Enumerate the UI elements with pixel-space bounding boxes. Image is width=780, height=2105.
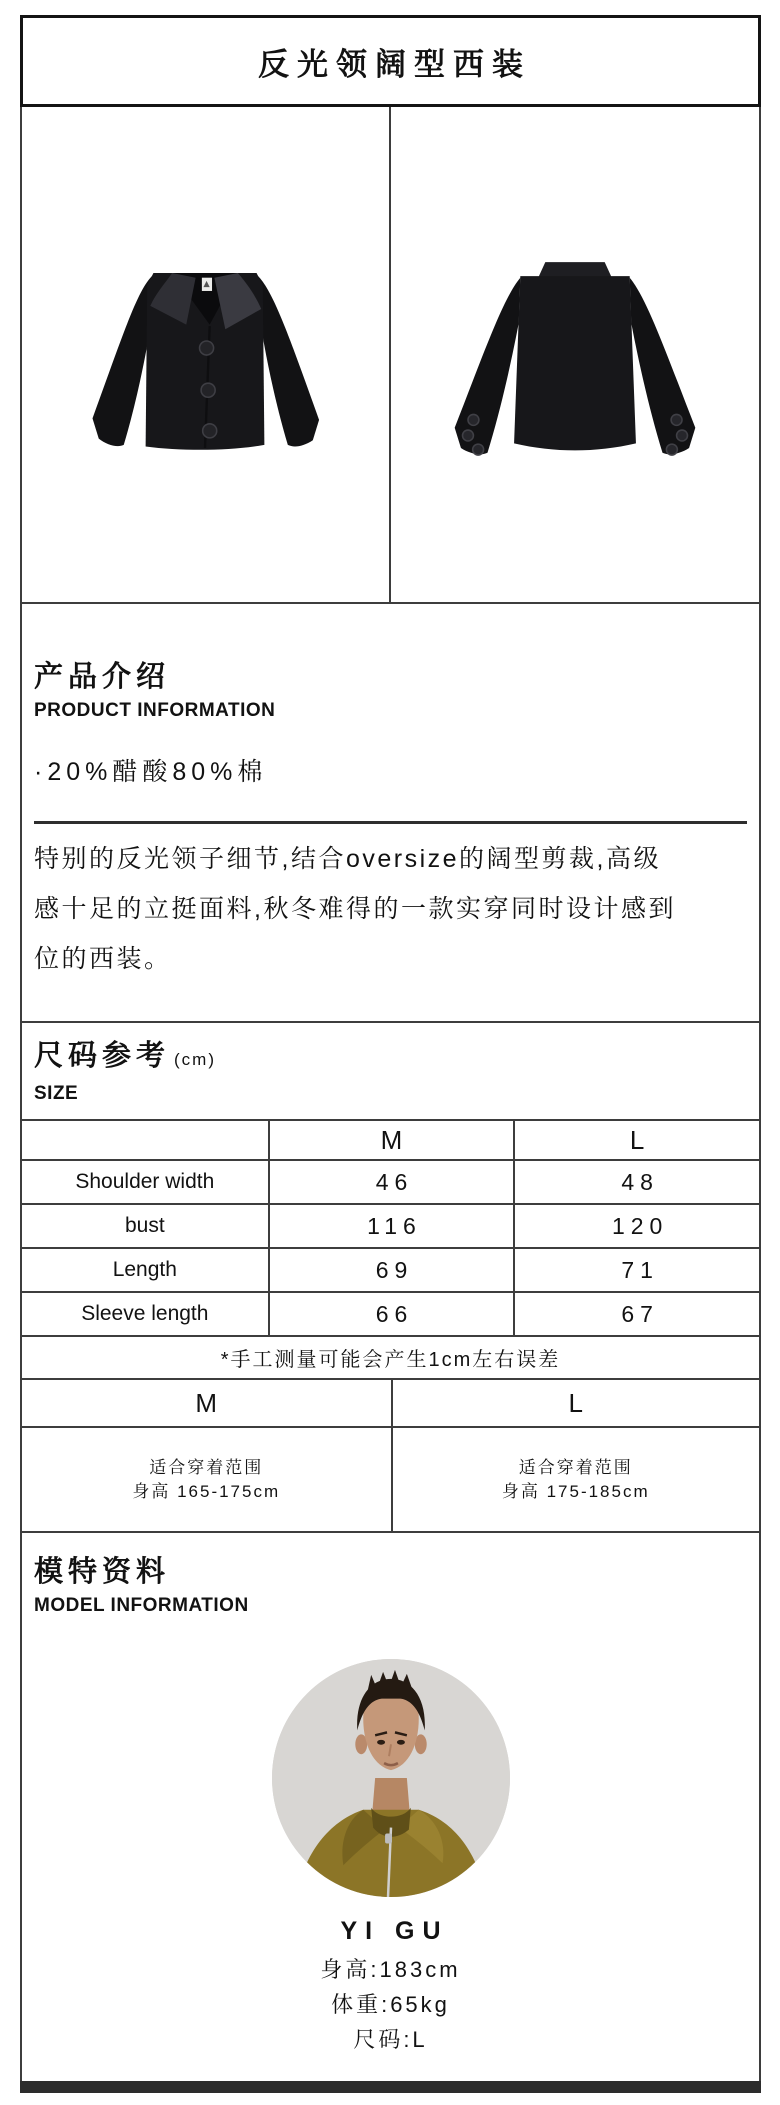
bottom-section-edge [20,2081,761,2093]
model-photo [272,1659,510,1897]
description-line: 感十足的立挺面料,秋冬难得的一款实穿同时设计感到 [34,895,676,923]
size-row-label: Shoulder width [22,1161,268,1205]
jacket-back-illustration [407,223,743,473]
size-row-label: Length [22,1249,268,1293]
page-title: 反光领阔型西装 [258,46,531,82]
model-height: 身高:183cm [320,1957,461,1982]
fit-range-m [22,1428,391,1533]
product-detail-page [20,15,761,2093]
model-info-subheading: MODEL INFORMATION [34,1595,249,1616]
description-line: 特别的反光领子细节,结合oversize的阔型剪裁,高级 [34,845,661,873]
measurement-note: *手工测量可能会产生1cm左右误差 [22,1337,759,1380]
jacket-back-image [391,107,760,602]
fit-range-height: 身高 165-175cm [132,1481,281,1501]
size-value-m: 46 [268,1161,514,1205]
size-row-label: bust [22,1205,268,1249]
model-info-heading: 模特资料 [34,1556,171,1588]
fit-range-title: 适合穿着范围 [518,1457,633,1477]
size-table [22,1119,759,1337]
description-line: 位的西装。 [34,945,172,973]
model-name: YI GU [340,1917,449,1945]
info-divider [34,821,747,824]
size-row-label: Sleeve length [22,1293,268,1337]
fit-header-l: L [391,1380,760,1428]
model-weight: 体重:65kg [331,1992,450,2017]
size-table-header-m: M [268,1121,514,1161]
size-table-header-empty [22,1121,268,1161]
jacket-front-illustration [37,223,373,473]
size-value-l: 120 [513,1205,759,1249]
model-portrait-illustration [272,1659,510,1897]
product-image-panel [20,107,761,604]
size-value-m: 66 [268,1293,514,1337]
fit-range-title: 适合穿着范围 [149,1457,264,1477]
product-info-subheading: PRODUCT INFORMATION [34,700,276,721]
model-stats [22,1952,759,2057]
product-description [34,834,747,984]
fit-header-m: M [22,1380,391,1428]
size-value-l: 48 [513,1161,759,1205]
size-value-l: 67 [513,1293,759,1337]
size-table-header-l: L [513,1121,759,1161]
fit-range-l [391,1428,760,1533]
model-size: 尺码:L [353,2027,428,2052]
model-info-section [20,1533,761,2081]
product-info-heading: 产品介绍 [34,661,171,693]
fit-range-height: 身高 175-185cm [501,1481,650,1501]
jacket-front-image [22,107,391,602]
size-guide-heading-text: 尺码参考 [34,1040,171,1072]
size-guide-subheading: SIZE [34,1083,79,1104]
size-value-m: 69 [268,1249,514,1293]
size-unit-label: (cm) [174,1050,216,1069]
material-composition: ·20%醋酸80%棉 [34,758,268,786]
size-value-l: 71 [513,1249,759,1293]
product-info-section [20,604,761,1023]
title-box [20,15,761,107]
size-guide-heading [34,1039,747,1077]
size-guide-section [20,1023,761,1533]
fit-table [22,1380,759,1533]
size-value-m: 116 [268,1205,514,1249]
size-guide-header [22,1023,759,1119]
